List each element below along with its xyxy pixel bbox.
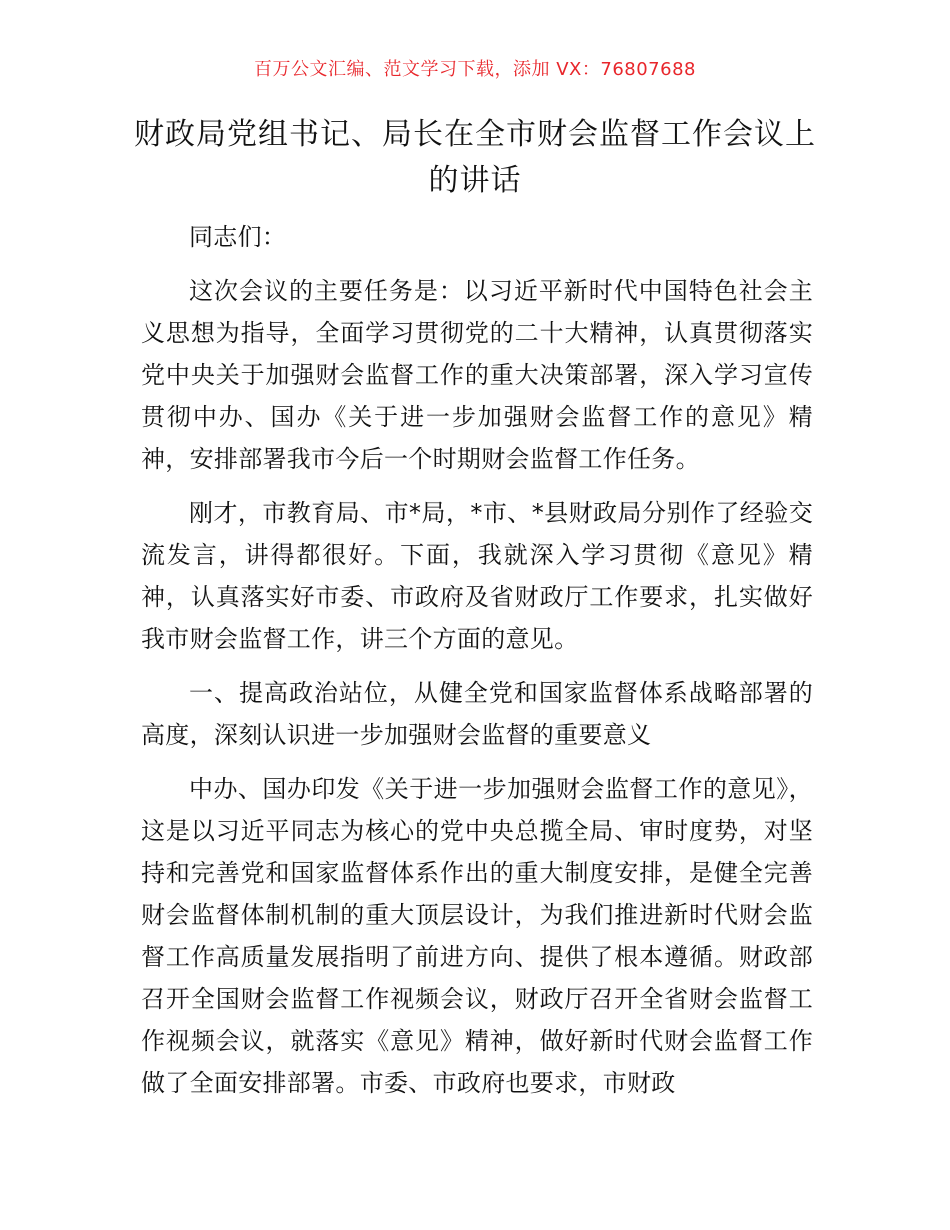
paragraph-intro: 这次会议的主要任务是：以习近平新时代中国特色社会主义思想为指导，全面学习贯彻党的二十大精神，认真贯彻落实党中央关于加强财会监督工作的重大决策部署，深入学习宣传贯彻中办、国办《关于进一步加强财会监督工作的意见》精神，安排部署我市今后一个时期财会监督工作任务。: [141, 277, 813, 473]
section-heading-1: 一、提高政治站位，从健全党和国家监督体系战略部署的高度，深刻认识进一步加强财会监督的重要意义: [141, 679, 813, 749]
salutation: 同志们：: [189, 223, 287, 251]
paragraph-section-1: 中办、国办印发《关于进一步加强财会监督工作的意见》，这是以习近平同志为核心的党中央总揽全局、审时度势，对坚持和完善党和国家监督体系作出的重大制度安排，是健全完善财会监督体制机制的重大顶层设计，为我们推进新时代财会监督工作高质量发展指明了前进方向、提供了根本遵循。财政部召开全国财会监督工作视频会议，财政厅召开全省财会监督工作视频会议，就落实《意见》精神，做好新时代财会监督工作做了全面安排部署。市委、市政府也要求，市财政: [141, 775, 813, 1097]
document-body: [141, 216, 813, 1116]
paragraph-exchange: 刚才，市教育局、市*局，*市、*县财政局分别作了经验交流发言，讲得都很好。下面，我就深入学习贯彻《意见》精神，认真落实好市委、市政府及省财政厅工作要求，扎实做好我市财会监督工作，讲三个方面的意见。: [141, 499, 813, 653]
document-title: 财政局党组书记、局长在全市财会监督工作会议上的讲话: [134, 117, 816, 198]
header-watermark-note: 百万公文汇编、范文学习下载，添加 VX：76807688: [254, 59, 696, 80]
